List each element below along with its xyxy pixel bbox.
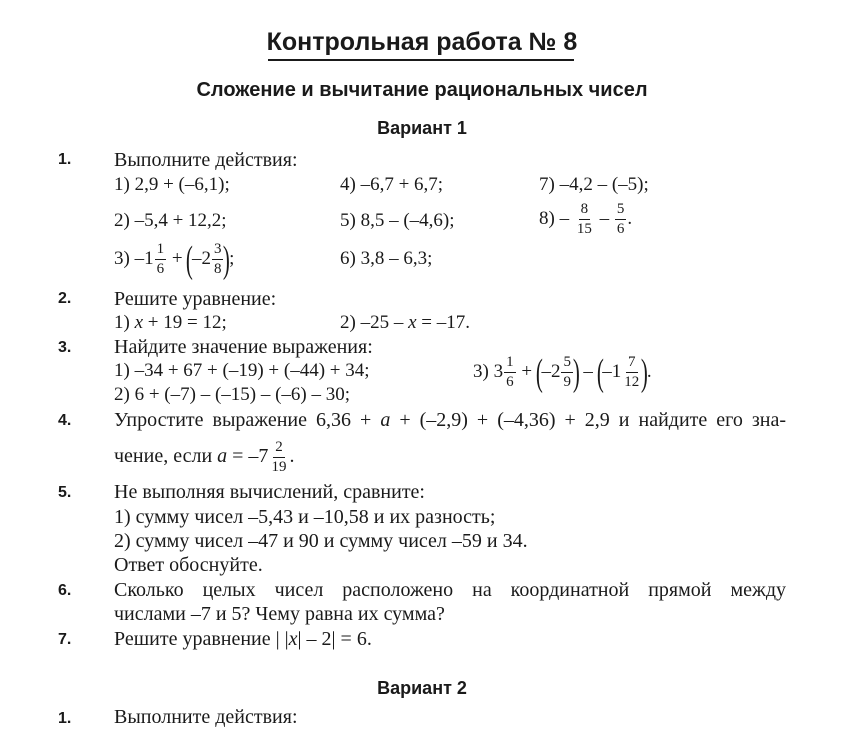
denominator: 9	[563, 374, 571, 391]
left-paren: (	[596, 351, 604, 394]
denominator: 12	[624, 374, 640, 391]
task-4-number: 4.	[58, 412, 72, 429]
text: Решите уравнение | |	[114, 628, 289, 650]
mixed-whole: –2	[541, 361, 561, 382]
rest: = –17.	[416, 312, 470, 333]
denominator: 6	[616, 221, 625, 238]
task-3-number: 3.	[58, 339, 72, 356]
numerator: 5	[615, 201, 627, 220]
fraction	[269, 439, 288, 476]
plus-sign: +	[171, 248, 183, 269]
fraction	[561, 354, 573, 391]
variant-1-heading: Вариант 1	[377, 118, 467, 138]
minus-sign: –	[599, 208, 610, 229]
fraction	[615, 201, 627, 238]
task-6-number: 6.	[58, 582, 72, 599]
numerator: 2	[273, 439, 285, 458]
text: + (–2,9) + (–4,36) + 2,9 и найдите его зна-	[390, 409, 787, 431]
fraction	[504, 354, 516, 391]
task-5-line-1: 1) сумму чисел –5,43 и –10,58 и их разность;	[114, 506, 496, 528]
task-number: 1.	[58, 710, 72, 727]
task-1-expr-8	[539, 199, 632, 239]
task-2-title: Решите уравнение:	[114, 288, 277, 310]
variant-2-heading: Вариант 2	[377, 678, 467, 698]
task-3-expr-1: 1) –34 + 67 + (–19) + (–44) + 34;	[114, 360, 370, 381]
variable: a	[217, 445, 228, 467]
mixed-whole: –1	[602, 361, 622, 382]
variable: x	[408, 312, 417, 333]
label: 1)	[114, 312, 135, 333]
text: чение, если	[114, 445, 218, 467]
expr-prefix: 3) 3	[473, 361, 504, 382]
task-4-line-1	[114, 409, 786, 432]
task-6-line-2: числами –7 и 5? Чему равна их сумма?	[114, 603, 445, 625]
denominator: 19	[271, 458, 287, 475]
page-title: Контрольная работа № 8	[266, 28, 578, 56]
expr-8-suffix: .	[627, 208, 633, 229]
task-3-title: Найдите значение выражения:	[114, 336, 373, 358]
denominator: 8	[213, 261, 222, 278]
denominator: 6	[506, 374, 514, 391]
expr-3-prefix: 3) –1	[114, 248, 154, 269]
text: | – 2| = 6.	[297, 628, 372, 650]
variable: x	[134, 312, 144, 333]
task-5-number: 5.	[58, 484, 72, 501]
fraction	[212, 241, 224, 278]
task-1-expr-6: 6) 3,8 – 6,3;	[340, 248, 433, 269]
right-paren: )	[223, 238, 231, 281]
label: 2) –25 –	[340, 312, 409, 333]
text: Упростите выражение 6,36 +	[114, 409, 381, 431]
task-2-number: 2.	[58, 290, 72, 307]
task-5-line-3: Ответ обоснуйте.	[114, 554, 263, 576]
task-1-expr-3	[114, 237, 234, 281]
task-7-number: 7.	[58, 631, 72, 648]
numerator: 3	[212, 241, 224, 260]
fraction	[155, 241, 167, 278]
fraction	[622, 354, 641, 391]
plus-sign: +	[521, 361, 533, 382]
task-2-expr-2	[340, 312, 470, 334]
expr-3-suffix: ;	[229, 248, 235, 269]
numerator: 5	[561, 354, 573, 373]
denominator: 15	[576, 221, 592, 238]
variable: x	[288, 628, 298, 650]
expr-suffix: .	[646, 361, 652, 382]
task-3-expr-3	[473, 350, 652, 394]
numerator: 1	[504, 354, 516, 373]
task-1-expr-5: 5) 8,5 – (–4,6);	[340, 210, 455, 231]
task-2-expr-1	[114, 312, 227, 334]
left-paren: (	[535, 351, 543, 394]
right-paren: )	[572, 351, 580, 394]
task-1-expr-7: 7) –4,2 – (–5);	[539, 174, 649, 195]
task-7-text	[114, 628, 372, 651]
variable: a	[380, 409, 391, 431]
rest: + 19 = 12;	[143, 312, 227, 333]
text: = –7	[227, 445, 269, 467]
title-underline	[268, 59, 574, 61]
numerator: 8	[579, 201, 591, 220]
task-1-title: Выполните действия:	[114, 149, 298, 171]
task-1-expr-1: 1) 2,9 + (–6,1);	[114, 174, 230, 195]
denominator: 6	[156, 261, 165, 278]
task-5-title: Не выполняя вычислений, сравните:	[114, 481, 425, 503]
left-paren: (	[186, 238, 194, 281]
task-1-expr-2: 2) –5,4 + 12,2;	[114, 210, 227, 231]
right-paren: )	[641, 351, 649, 394]
task-5-line-2: 2) сумму чисел –47 и 90 и сумму чисел –59 и 34.	[114, 530, 528, 552]
numerator: 1	[155, 241, 167, 260]
task-4-line-2	[114, 436, 294, 476]
minus-sign: –	[583, 361, 593, 382]
mixed-whole: –2	[191, 248, 211, 269]
task-title: Выполните действия:	[114, 706, 298, 728]
cut-off-next-line	[58, 706, 458, 728]
numerator: 7	[626, 354, 638, 373]
page-subtitle: Сложение и вычитание рациональных чисел	[196, 79, 648, 101]
task-6-line-1: Сколько целых чисел расположено на координатной прямой между	[114, 579, 786, 601]
task-3-expr-2: 2) 6 + (–7) – (–15) – (–6) – 30;	[114, 384, 351, 405]
task-1-expr-4: 4) –6,7 + 6,7;	[340, 174, 444, 195]
task-1-number: 1.	[58, 151, 72, 168]
expr-8-prefix: 8) –	[539, 208, 570, 229]
fraction	[575, 201, 594, 238]
text: .	[289, 445, 295, 467]
